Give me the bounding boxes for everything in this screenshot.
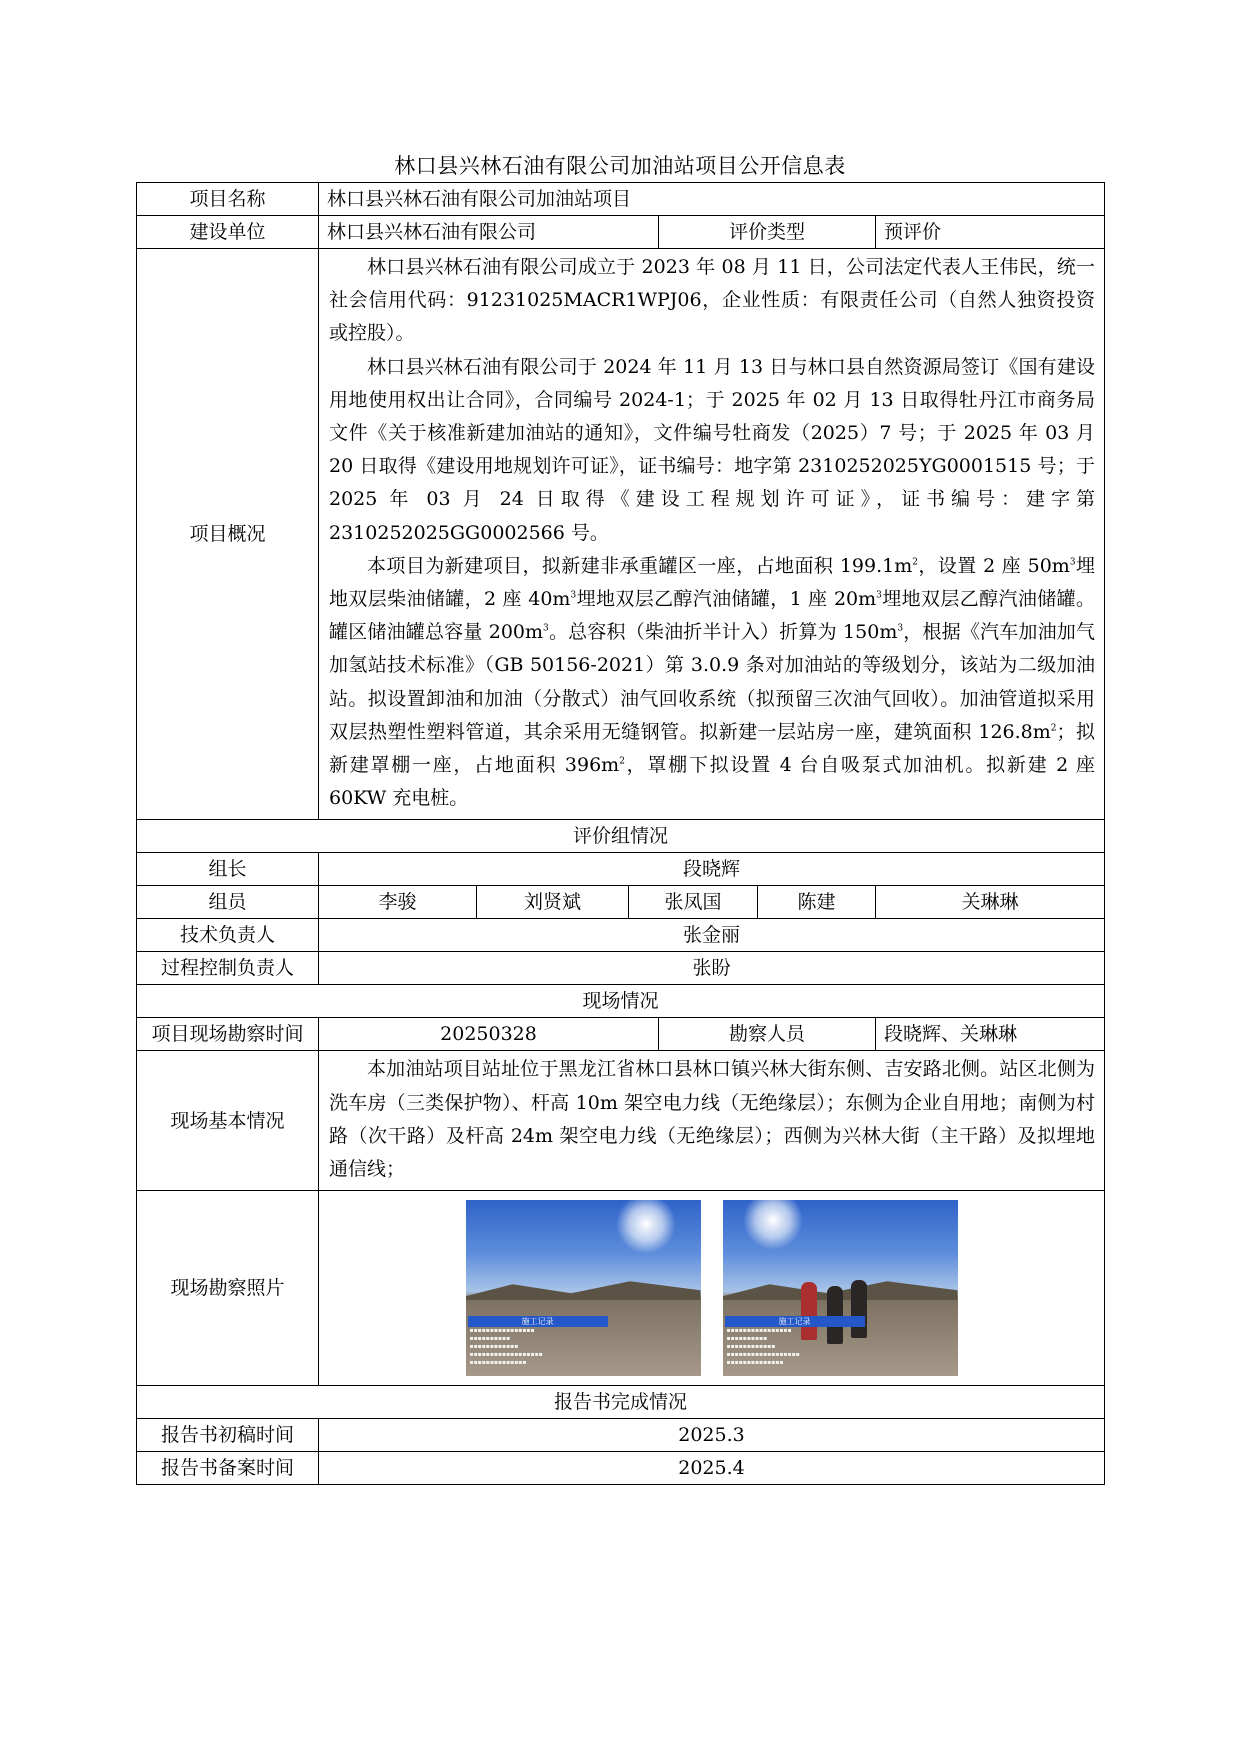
row-report-filing [137, 1452, 1105, 1485]
eval-type-label: 评价类型 [659, 216, 876, 249]
project-name-label: 项目名称 [137, 183, 319, 216]
construction-unit-value: 林口县兴林石油有限公司 [319, 216, 659, 249]
site-photos-label: 现场勘察照片 [137, 1191, 319, 1386]
survey-time-value: 20250328 [319, 1018, 659, 1051]
overview-paragraph-2: 林口县兴林石油有限公司于 2024 年 11 月 13 日与林口县自然资源局签订《国有建设用地使用权出让合同》，合同编号 2024-1；于 2025 年 02 月 13 日取得牡丹江市商务局文件《关于核准新建加油站的通知》，文件编号牡商发（2025）7 号；于 2025 年 03 月 20 日取得《建设用地规划许可证》，证书编号：地字第 2310252025YG0001515 号；于 2025 年 03 月 24 日取得《建设工程规划许可证》，证书编号：建字第 2310252025GG0002566 号。 [329, 355, 1095, 544]
document-title: 林口县兴林石油有限公司加油站项目公开信息表 [394, 154, 846, 178]
member-5: 关琳琳 [876, 886, 1105, 919]
eval-type-value: 预评价 [876, 216, 1105, 249]
row-survey-time [137, 1018, 1105, 1051]
surveyors-value: 段晓辉、关琳琳 [876, 1018, 1105, 1051]
survey-time-label: 项目现场勘察时间 [137, 1018, 319, 1051]
row-site-basic [137, 1051, 1105, 1191]
row-members [137, 886, 1105, 919]
info-table [136, 182, 1105, 1485]
photo-stamp: 施工记录 ▪▪▪▪▪▪▪▪▪▪▪▪▪▪▪▪ ▪▪▪▪▪▪▪▪▪▪ ▪▪▪▪▪▪▪▪▪▪▪▪ ▪▪▪▪▪▪▪▪▪▪▪▪▪▪▪▪▪▪ ▪▪▪▪▪▪▪▪▪▪▪▪▪▪ [468, 1316, 608, 1367]
photo-stamp: 施工记录 ▪▪▪▪▪▪▪▪▪▪▪▪▪▪▪▪ ▪▪▪▪▪▪▪▪▪▪ ▪▪▪▪▪▪▪▪▪▪▪▪ ▪▪▪▪▪▪▪▪▪▪▪▪▪▪▪▪▪▪ ▪▪▪▪▪▪▪▪▪▪▪▪▪▪ [725, 1316, 865, 1367]
row-overview [137, 249, 1105, 820]
member-2: 刘贤斌 [477, 886, 629, 919]
site-basic-paragraph: 本加油站项目站址位于黑龙江省林口县林口镇兴林大街东侧、吉安路北侧。站区北侧为洗车房（三类保护物）、杆高 10m 架空电力线（无绝缘层）；东侧为企业自用地；南侧为村路（次干路）及杆高 24m 架空电力线（无绝缘层）；西侧为兴林大街（主干路）及拟埋地通信线； [329, 1058, 1095, 1181]
site-header: 现场情况 [137, 985, 1105, 1018]
row-construction-unit [137, 216, 1105, 249]
tech-lead-label: 技术负责人 [137, 919, 319, 952]
row-report-header [137, 1386, 1105, 1419]
project-name-value: 林口县兴林石油有限公司加油站项目 [319, 183, 1105, 216]
overview-paragraph-1: 林口县兴林石油有限公司成立于 2023 年 08 月 11 日，公司法定代表人王伟民，统一社会信用代码：91231025MACR1WPJ06，企业性质：有限责任公司（自然人独资投资或控股）。 [329, 256, 1095, 345]
report-filing-label: 报告书备案时间 [137, 1452, 319, 1485]
tech-lead-value: 张金丽 [319, 919, 1105, 952]
report-filing-value: 2025.4 [319, 1452, 1105, 1485]
member-1: 李骏 [319, 886, 477, 919]
site-photos-cell [319, 1191, 1105, 1386]
leader-label: 组长 [137, 853, 319, 886]
construction-unit-label: 建设单位 [137, 216, 319, 249]
leader-value: 段晓辉 [319, 853, 1105, 886]
row-tech-lead [137, 919, 1105, 952]
member-4: 陈建 [758, 886, 876, 919]
surveyors-label: 勘察人员 [659, 1018, 876, 1051]
site-basic-label: 现场基本情况 [137, 1051, 319, 1191]
site-photo-2 [723, 1200, 958, 1376]
site-basic-text [319, 1051, 1105, 1191]
row-site-photos [137, 1191, 1105, 1386]
row-eval-group-header [137, 820, 1105, 853]
row-leader [137, 853, 1105, 886]
report-draft-value: 2025.3 [319, 1419, 1105, 1452]
overview-label: 项目概况 [137, 249, 319, 820]
members-label: 组员 [137, 886, 319, 919]
process-lead-label: 过程控制负责人 [137, 952, 319, 985]
row-process-lead [137, 952, 1105, 985]
report-header: 报告书完成情况 [137, 1386, 1105, 1419]
row-project-name [137, 183, 1105, 216]
member-3: 张凤国 [629, 886, 758, 919]
row-report-draft [137, 1419, 1105, 1452]
row-site-header [137, 985, 1105, 1018]
site-photo-1 [466, 1200, 701, 1376]
eval-group-header: 评价组情况 [137, 820, 1105, 853]
overview-paragraph-3: 本项目为新建项目，拟新建非承重罐区一座，占地面积 $199.1m^2$，设置 2 座 $50m^3$埋地双层柴油储罐，2 座 $40m^3$埋地双层乙醇汽油储罐，1 座 $20m^3$埋地双层乙醇汽油储罐。罐区储油罐总容量 $200m^3$。总容积（柴油折半计入）折算为 $150m^3$，根据《汽车加油加气加氢站技术标准》（GB 50156-2021）第 3.0.9 条对加油站的等级划分，该站为二级加油站。拟设置卸油和加油（分散式）油气回收系统（拟预留三次油气回收）。加油管道拟采用双层热塑性塑料管道，其余采用无缝钢管。拟新建一层站房一座，建筑面积 $126.8m^2$；拟新建罩棚一座，占地面积 $396m^2$，罩棚下拟设置 4 台自吸泵式加油机。拟新建 2 座 60KW 充电桩。 [329, 554, 1095, 810]
report-draft-label: 报告书初稿时间 [137, 1419, 319, 1452]
process-lead-value: 张盼 [319, 952, 1105, 985]
overview-text [319, 249, 1105, 820]
